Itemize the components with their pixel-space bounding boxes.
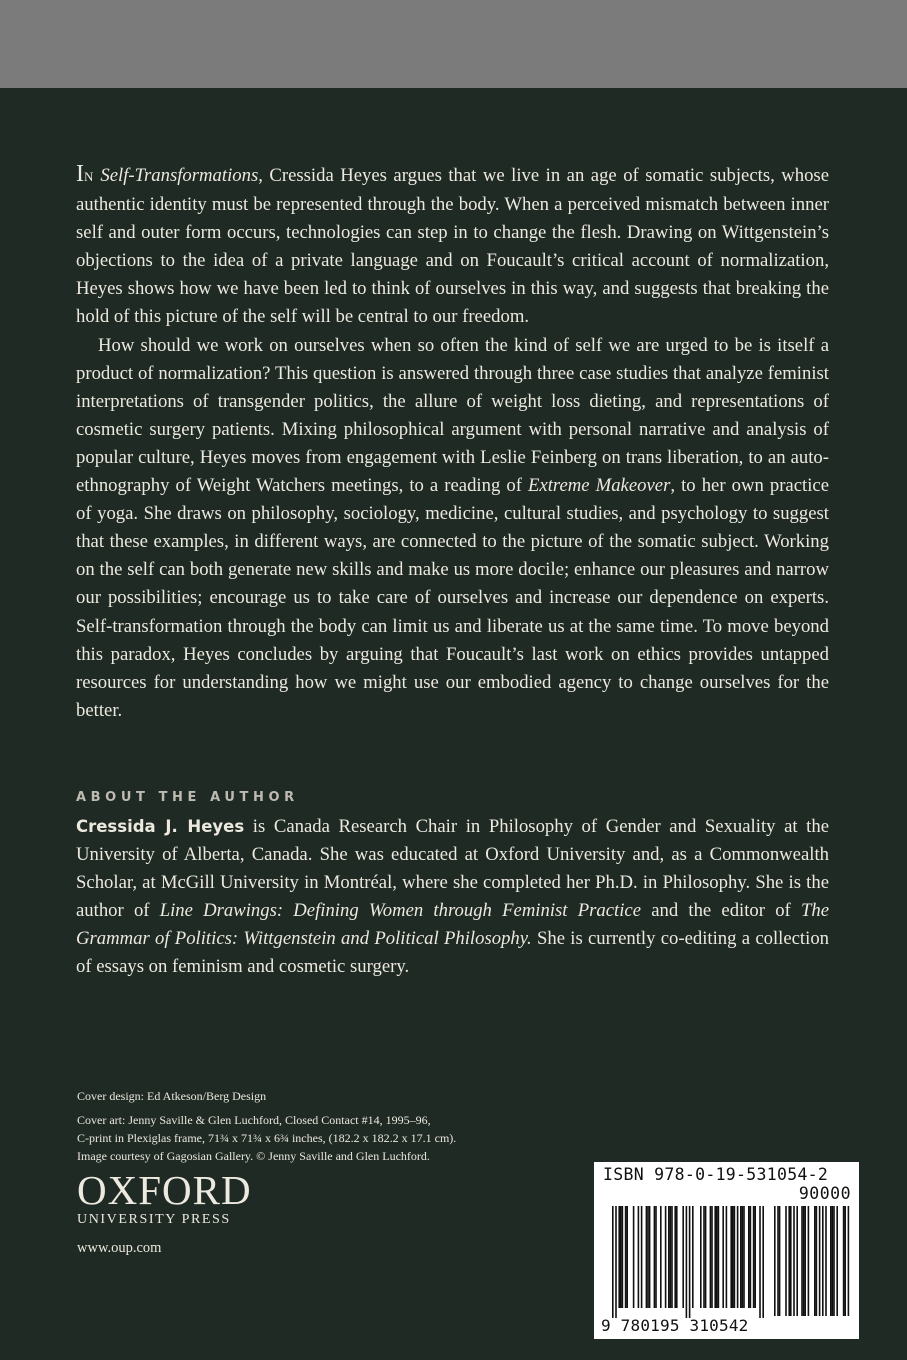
barcode-digits: 9 780195 310542 <box>601 1316 749 1335</box>
barcode-bar <box>753 1206 755 1308</box>
addon-bar <box>833 1206 835 1316</box>
barcode-bar <box>700 1206 702 1308</box>
publisher-subtitle: UNIVERSITY PRESS <box>77 1212 231 1227</box>
addon-bar <box>790 1206 792 1316</box>
book-grammar-of-politics: The Grammar of Politics: Wittgenstein and Political Philosophy. <box>76 900 829 950</box>
barcode-bar <box>647 1206 649 1308</box>
cover-art-credit-line-2: C-print in Plexiglas frame, 71¾ x 71¾ x 6¾ inches, (182.2 x 182.2 x 17.1 cm). <box>77 1131 457 1145</box>
addon-bar <box>785 1206 787 1316</box>
addon-bar <box>814 1206 816 1316</box>
barcode-bar <box>612 1206 614 1318</box>
description-paragraph-1 <box>76 160 829 332</box>
barcode-bar <box>726 1206 728 1308</box>
author-name: Cressida J. Heyes <box>76 817 245 836</box>
barcode-bar <box>703 1206 705 1308</box>
cover-art-credit-line-3: Image courtesy of Gagosian Gallery. © Jenny Saville and Glen Luchford. <box>77 1149 430 1163</box>
barcode-bar <box>660 1206 662 1308</box>
addon-bar <box>803 1206 805 1316</box>
barcode-bar <box>649 1206 651 1308</box>
barcode-bars <box>594 1162 859 1339</box>
paragraph-1-text: , Cressida Heyes argues that we live in an age of somatic subjects, whose authentic identity must be represented through the body. When a perceived mismatch between inner self and outer form occurs, technologies can step in to change the flesh. Drawing on Wittgenstein’s objections to the idea of a private language and on Foucault’s critical account of normalization, Heyes shows how we have been led to think of ourselves in this way, and suggests that breaking the hold of this picture of the self will be central to our freedom. <box>76 165 829 328</box>
addon-bar <box>801 1206 803 1316</box>
addon-bar <box>777 1206 779 1316</box>
barcode-bar <box>618 1206 620 1308</box>
barcode-bar <box>671 1206 673 1308</box>
addon-bar <box>774 1206 776 1316</box>
publisher-logo: OXFORD <box>77 1167 252 1213</box>
description-paragraph-2 <box>76 332 829 725</box>
addon-bar <box>844 1206 846 1316</box>
barcode-bar <box>750 1206 752 1308</box>
addon-bar <box>788 1206 790 1316</box>
barcode-bar <box>718 1206 720 1308</box>
barcode-bar <box>692 1206 694 1308</box>
addon-bar <box>830 1206 832 1316</box>
barcode-bar <box>689 1206 691 1318</box>
addon-bar <box>822 1206 824 1316</box>
description-text <box>76 160 829 725</box>
barcode-bar <box>748 1206 750 1308</box>
barcode-bar <box>620 1206 622 1308</box>
price-code: 90000 <box>798 1184 851 1203</box>
barcode-bar <box>674 1206 676 1308</box>
book-line-drawings: Line Drawings: Defining Women through Feminist Practice <box>159 900 641 922</box>
barcode-bar <box>740 1206 742 1308</box>
barcode-bar <box>759 1206 761 1318</box>
barcode-bar <box>646 1206 648 1308</box>
isbn-barcode <box>594 1162 859 1339</box>
addon-bar <box>808 1206 810 1316</box>
addon-bar <box>832 1206 834 1316</box>
barcode-bar <box>670 1206 672 1308</box>
barcode-bar <box>665 1206 667 1308</box>
barcode-bar <box>655 1206 657 1308</box>
paragraph-2-text-b: , to her own practice of yoga. She draws on philosophy, sociology, medicine, cultural studies, and psychology to suggest that these examples, in different ways, are connected to the picture of the somatic subject. Working on the self can both generate new skills and make us more docile; enhance our pleasures and narrow our possibilities; encourage us to take care of ourselves and increase our dependence on experts. Self-transformation through the body can limit us and liberate us at the same time. To move beyond this paradox, Heyes concludes by arguing that Foucault’s last work on ethics provides untapped resources for understanding how we might use our embodied agency to change ourselves for the better. <box>76 475 829 721</box>
addon-bar <box>836 1206 838 1316</box>
about-author-heading: ABOUT THE AUTHOR <box>76 790 299 805</box>
about-text-a: is Canada Research Chair in Philosophy of Gender and Sexuality at the University of Alberta, Canada. She was educated at Oxford University and, as a Commonwealth Scholar, at McGill University in Montréal, where she completed her Ph.D. in Philosophy. She is the author of <box>76 816 829 922</box>
barcode-bar <box>722 1206 724 1308</box>
barcode-bar <box>625 1206 627 1308</box>
cover-art-credit-line-1: Cover art: Jenny Saville & Glen Luchford, Closed Contact #14, 1995–96, <box>77 1113 431 1127</box>
barcode-bar <box>633 1206 635 1308</box>
about-author-text <box>76 813 829 982</box>
barcode-bar <box>615 1206 617 1318</box>
small-cap: N <box>84 169 94 184</box>
barcode-bar <box>682 1206 684 1308</box>
barcode-bar <box>730 1206 732 1308</box>
cover-design-credit: Cover design: Ed Atkeson/Berg Design <box>77 1089 267 1103</box>
barcode-bar <box>754 1206 756 1308</box>
about-text-b: and the editor of <box>641 900 801 922</box>
barcode-bar <box>641 1206 643 1308</box>
barcode-bar <box>654 1206 656 1308</box>
drop-cap: I <box>76 161 84 187</box>
addon-bar <box>825 1206 827 1316</box>
isbn-label: ISBN 978-0-19-531054-2 <box>603 1165 829 1184</box>
book-title: Self-Transformations <box>100 165 259 186</box>
barcode-bar <box>762 1206 764 1318</box>
barcode-bar <box>668 1206 670 1308</box>
barcode-bar <box>622 1206 624 1308</box>
barcode-bar <box>742 1206 744 1308</box>
addon-bar <box>779 1206 781 1316</box>
about-text-c: She is currently co-editing a collection of essays on feminism and cosmetic surgery. <box>76 928 830 978</box>
addon-bar <box>819 1206 821 1316</box>
barcode-bar <box>714 1206 716 1308</box>
publisher-url[interactable]: www.oup.com <box>77 1240 162 1256</box>
barcode-bar <box>638 1206 640 1308</box>
addon-bar <box>848 1206 850 1316</box>
barcode-bar <box>734 1206 736 1308</box>
barcode-bar <box>626 1206 628 1308</box>
paragraph-2-text-a: How should we work on ourselves when so often the kind of self we are urged to be is itself a product of normalization? This question is answered through three case studies that analyze feminist interpretations of transgender politics, the allure of weight loss dieting, and representations of cosmetic surgery patients. Mixing philosophical argument with personal narrative and analysis of popular culture, Heyes moves from engagement with Leslie Feinberg on trans liberation, to an auto-ethnography of Weight Watchers meetings, to a reading of <box>76 334 829 497</box>
extreme-makeover-title: Extreme Makeover <box>528 475 671 497</box>
barcode-bar <box>743 1206 745 1308</box>
barcode-bar <box>705 1206 707 1308</box>
barcode-bar <box>711 1206 713 1308</box>
barcode-bar <box>676 1206 678 1308</box>
addon-bar <box>796 1206 798 1316</box>
top-gray-band <box>0 0 907 88</box>
barcode-bar <box>686 1206 688 1318</box>
addon-bar <box>804 1206 806 1316</box>
barcode-bar <box>737 1206 739 1308</box>
barcode-bar <box>732 1206 734 1308</box>
barcode-bar <box>716 1206 718 1308</box>
barcode-bar <box>710 1206 712 1308</box>
addon-bar <box>793 1206 795 1316</box>
publisher-block <box>77 1168 252 1257</box>
addon-bar <box>816 1206 818 1316</box>
cover-credits <box>77 1087 577 1165</box>
addon-bar <box>843 1206 845 1316</box>
